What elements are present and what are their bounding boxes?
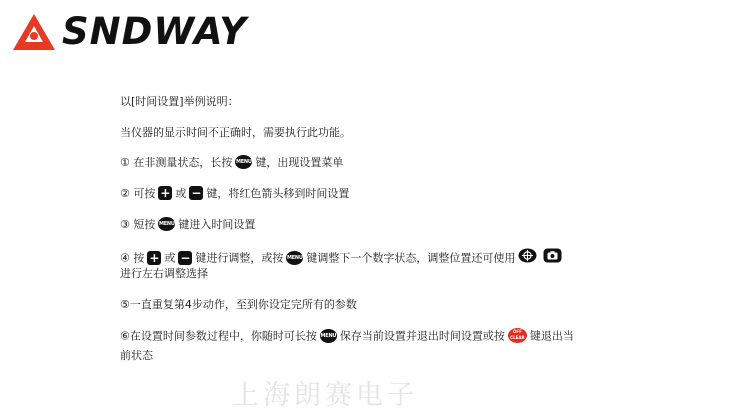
menu-key-icon: MENU — [286, 251, 303, 265]
step-1-text-b: 键，出现设置菜单 — [255, 156, 344, 169]
plus-key-icon: + — [160, 186, 171, 200]
camera-key-icon — [543, 248, 562, 267]
step-2-text-b: 或 — [175, 187, 187, 200]
step-3-text-b: 键进入时间设置 — [178, 218, 256, 231]
step-5: ⑤一直重复第4步动作，至到你设定完所有的参数 — [120, 298, 357, 311]
step-4-text-a: ④ 按 — [120, 251, 145, 265]
step-6 — [120, 329, 574, 344]
clear-label: CLEAR — [510, 335, 525, 340]
menu-key-icon: MENU — [235, 155, 252, 169]
step-2-text-a: ② 可按 — [120, 187, 156, 200]
plus-key-icon: + — [149, 250, 160, 265]
step-1-text-a: ① 在非测量状态，长按 — [120, 156, 233, 169]
intro2-line: 当仪器的显示时间不正确时，需要执行此功能。 — [120, 126, 351, 139]
step-4-cont: 进行左右调整选择 — [120, 267, 208, 280]
watermark: 上海朗赛电子 — [232, 380, 418, 411]
minus-key-icon: − — [180, 250, 191, 265]
off-label: OFF — [512, 329, 522, 334]
brand-logo — [12, 12, 247, 52]
intro-line: 以[时间设置]举例说明： — [120, 95, 239, 108]
step-2 — [120, 187, 349, 201]
sndway-logo-icon — [12, 13, 56, 51]
brand-name: SNDWAY — [62, 10, 248, 53]
minus-key-icon: − — [191, 186, 202, 200]
step-2-text-c: 键，将红色箭头移到时间设置 — [206, 187, 350, 200]
step-4 — [120, 249, 565, 268]
step-6-text-c: 键退出当 — [529, 329, 574, 343]
step-3-text-a: ③ 短按 — [120, 218, 156, 231]
step-6-cont: 前状态 — [120, 349, 153, 362]
menu-key-icon: MENU — [158, 217, 175, 231]
menu-key-icon: MENU — [320, 329, 337, 343]
target-key-icon — [518, 248, 537, 267]
step-4-text-c: 键进行调整，或按 — [195, 251, 284, 265]
step-1 — [120, 156, 343, 170]
step-4-text-d: 键调整下一个数字状态，调整位置还可使用 — [306, 251, 516, 265]
step-4-text-b: 或 — [164, 251, 176, 265]
step-3 — [120, 218, 255, 232]
step-6-text-b: 保存当前设置并退出时间设置或按 — [339, 329, 505, 343]
step-6-text-a: ⑥在设置时间参数过程中，你随时可长按 — [120, 329, 317, 343]
off-clear-key-icon — [508, 328, 527, 343]
